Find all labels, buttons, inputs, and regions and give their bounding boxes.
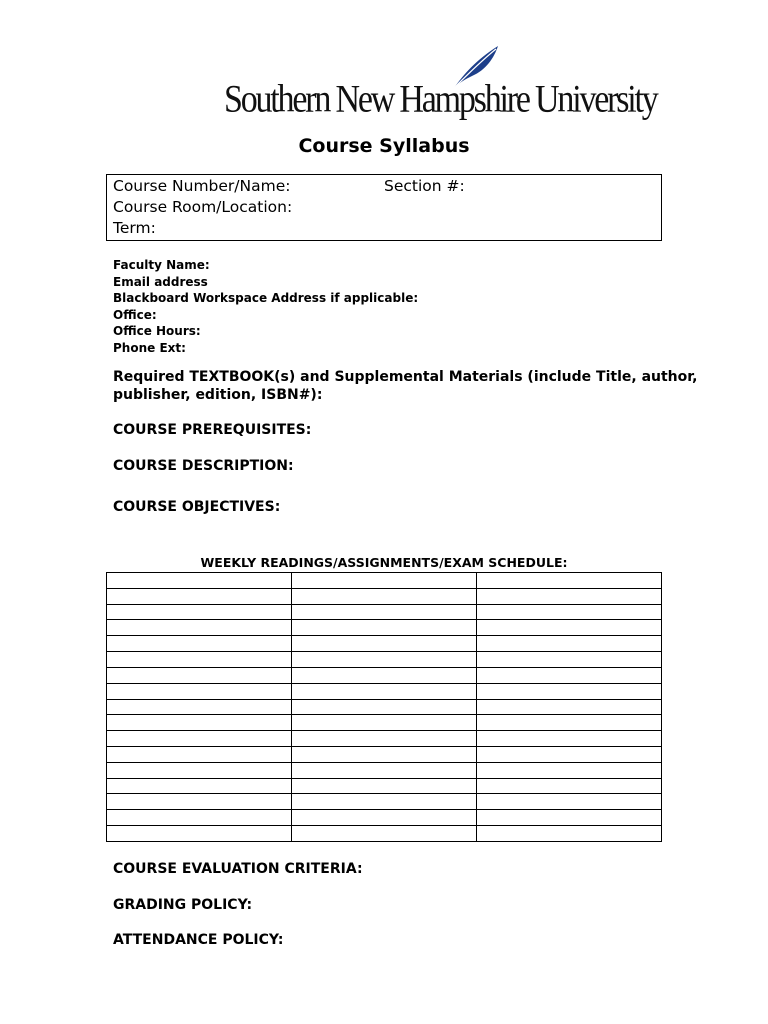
table-cell xyxy=(107,620,292,636)
table-row xyxy=(107,604,662,620)
table-cell xyxy=(292,683,477,699)
table-cell xyxy=(292,588,477,604)
table-cell xyxy=(477,746,662,762)
table-cell xyxy=(107,683,292,699)
section-label: Section #: xyxy=(384,177,465,195)
table-row xyxy=(107,731,662,747)
table-cell xyxy=(292,715,477,731)
office-hours-label: Office Hours: xyxy=(113,324,201,338)
table-cell xyxy=(477,620,662,636)
table-cell xyxy=(477,667,662,683)
logo-text: Southern New Hampshire University xyxy=(224,78,657,121)
table-cell xyxy=(107,667,292,683)
table-cell xyxy=(292,636,477,652)
table-cell xyxy=(292,826,477,842)
faculty-name-label: Faculty Name: xyxy=(113,258,210,272)
table-cell xyxy=(107,826,292,842)
course-info-box xyxy=(106,174,662,241)
table-cell xyxy=(107,810,292,826)
table-cell xyxy=(107,604,292,620)
table-cell xyxy=(292,573,477,589)
faculty-info xyxy=(113,257,418,356)
table-cell xyxy=(477,683,662,699)
description-heading: COURSE DESCRIPTION: xyxy=(113,458,294,474)
email-label: Email address xyxy=(113,274,208,289)
schedule-title: WEEKLY READINGS/ASSIGNMENTS/EXAM SCHEDULE: xyxy=(200,555,568,570)
table-row xyxy=(107,826,662,842)
table-cell xyxy=(107,652,292,668)
table-cell xyxy=(477,810,662,826)
table-row xyxy=(107,636,662,652)
table-cell xyxy=(292,667,477,683)
table-cell xyxy=(107,573,292,589)
table-row xyxy=(107,620,662,636)
table-cell xyxy=(477,826,662,842)
table-cell xyxy=(477,588,662,604)
attendance-heading: ATTENDANCE POLICY: xyxy=(113,932,284,948)
blackboard-label: Blackboard Workspace Address if applicable: xyxy=(113,291,419,305)
table-cell xyxy=(477,778,662,794)
phone-ext-label: Phone Ext: xyxy=(113,340,186,355)
table-cell xyxy=(107,762,292,778)
table-cell xyxy=(292,699,477,715)
course-room-label: Course Room/Location: xyxy=(113,198,293,216)
table-cell xyxy=(107,715,292,731)
table-cell xyxy=(477,604,662,620)
textbook-line-2: publisher, edition, ISBN#): xyxy=(113,387,323,403)
course-number-name-label: Course Number/Name: xyxy=(113,177,291,195)
table-cell xyxy=(477,652,662,668)
table-cell xyxy=(107,731,292,747)
table-row xyxy=(107,746,662,762)
table-cell xyxy=(292,778,477,794)
table-cell xyxy=(107,746,292,762)
table-cell xyxy=(107,794,292,810)
table-cell xyxy=(477,636,662,652)
table-cell xyxy=(292,746,477,762)
table-row xyxy=(107,699,662,715)
textbook-line-1: Required TEXTBOOK(s) and Supplemental Materials (include Title, author, xyxy=(113,369,698,385)
university-logo xyxy=(224,44,657,126)
table-cell xyxy=(292,731,477,747)
table-cell xyxy=(477,573,662,589)
table-cell xyxy=(292,794,477,810)
table-cell xyxy=(292,810,477,826)
evaluation-heading: COURSE EVALUATION CRITERIA: xyxy=(113,861,363,877)
table-cell xyxy=(107,588,292,604)
office-label: Office: xyxy=(113,307,157,322)
table-cell xyxy=(477,731,662,747)
table-cell xyxy=(292,652,477,668)
table-cell xyxy=(477,794,662,810)
table-cell xyxy=(477,715,662,731)
table-row xyxy=(107,810,662,826)
table-cell xyxy=(107,699,292,715)
page-title: Course Syllabus xyxy=(298,135,470,157)
table-cell xyxy=(107,636,292,652)
table-cell xyxy=(477,699,662,715)
table-row xyxy=(107,715,662,731)
table-cell xyxy=(477,762,662,778)
term-label: Term: xyxy=(113,219,156,237)
table-cell xyxy=(107,778,292,794)
table-row xyxy=(107,683,662,699)
table-cell xyxy=(292,762,477,778)
textbook-heading xyxy=(113,368,697,404)
table-row xyxy=(107,588,662,604)
prerequisites-heading: COURSE PREREQUISITES: xyxy=(113,422,312,438)
schedule-table xyxy=(106,572,662,842)
table-row xyxy=(107,652,662,668)
table-row xyxy=(107,573,662,589)
table-cell xyxy=(292,604,477,620)
table-row xyxy=(107,778,662,794)
grading-heading: GRADING POLICY: xyxy=(113,897,253,913)
table-cell xyxy=(292,620,477,636)
objectives-heading: COURSE OBJECTIVES: xyxy=(113,499,281,515)
table-row xyxy=(107,762,662,778)
table-row xyxy=(107,794,662,810)
table-row xyxy=(107,667,662,683)
